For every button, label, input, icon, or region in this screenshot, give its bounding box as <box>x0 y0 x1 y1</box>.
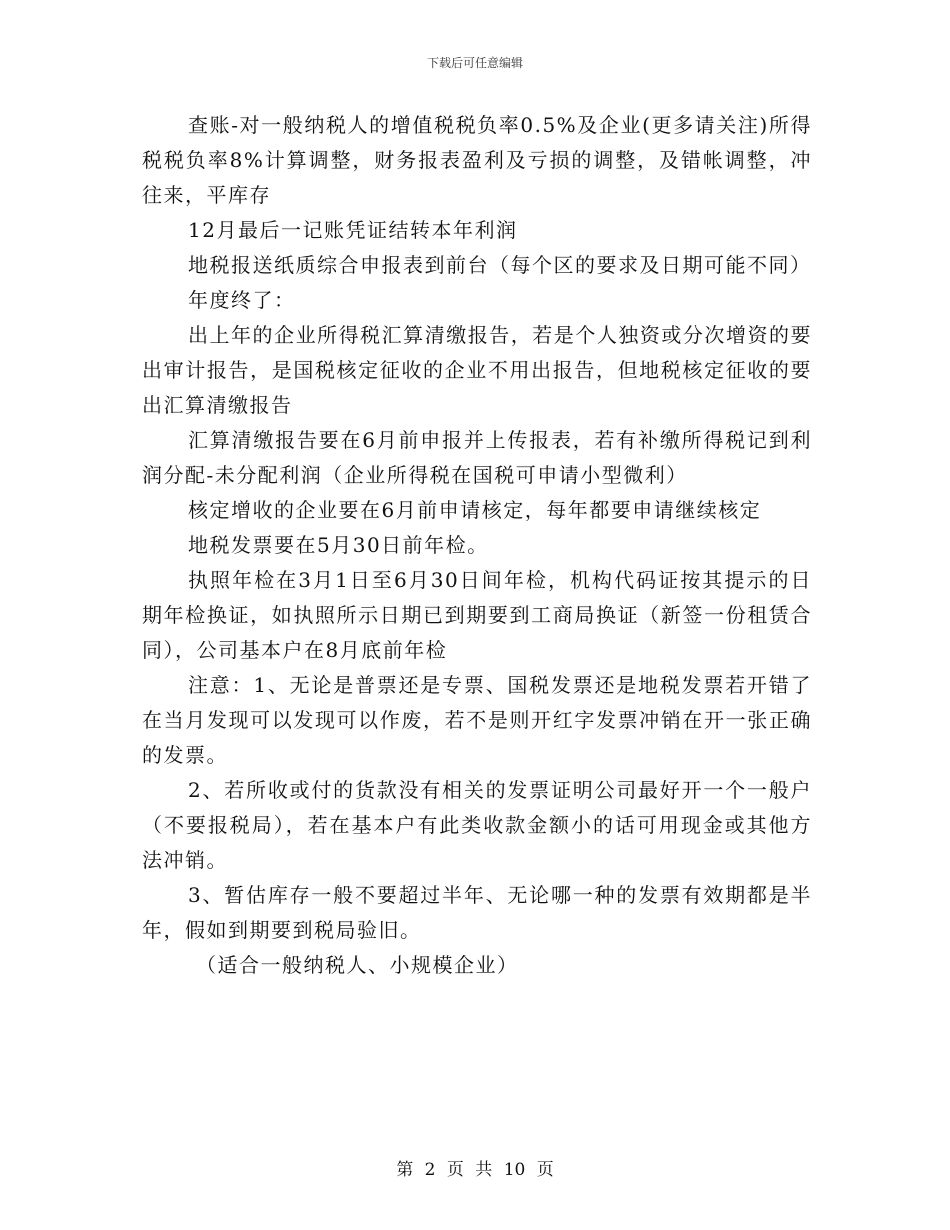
paragraph-invoice-inspection: 地税发票要在5月30日前年检。 <box>188 533 489 557</box>
paragraph-license-inspection: 执照年检在3月1日至6月30日间年检，机构代码证按其提示的日期年检换证，如执照所示日期已到期要到工商局换证（新签一份租赁合同），公司基本户在8月底前年检 <box>142 568 812 662</box>
paragraph-verification: 核定增收的企业要在6月前申请核定，每年都要申请继续核定 <box>188 498 762 522</box>
paragraph-december-profit: 12月最后一记账凭证结转本年利润 <box>188 218 518 242</box>
page-number: 第 2 页 共 10 页 <box>396 1160 554 1180</box>
paragraph-note-1: 注意：1、无论是普票还是专票、国税发票还是地税发票若开错了在当月发现可以发现可以作废，若不是则开红字发票冲销在开一张正确的发票。 <box>142 673 812 767</box>
paragraph-note-2: 2、若所收或付的货款没有相关的发票证明公司最好开一个一般户（不要报税局），若在基本户有此类收款金额小的话可用现金或其他方法冲销。 <box>142 778 812 872</box>
paragraph-settlement-deadline: 汇算清缴报告要在6月前申报并上传报表，若有补缴所得税记到利润分配-未分配利润（企业所得税在国税可申请小型微利） <box>142 428 812 487</box>
document-body <box>142 108 812 983</box>
paragraph-audit-adjust: 查账-对一般纳税人的增值税税负率0.5%及企业(更多请关注)所得税税负率8%计算调整，财务报表盈利及亏损的调整，及错帐调整，冲往来，平库存 <box>142 113 812 207</box>
paragraph-applicability: （适合一般纳税人、小规模企业） <box>196 953 519 977</box>
header-note: 下载后可任意编辑 <box>426 56 523 70</box>
paragraph-local-tax-report: 地税报送纸质综合申报表到前台（每个区的要求及日期可能不同） <box>188 253 812 277</box>
paragraph-note-3: 3、暂估库存一般不要超过半年、无论哪一种的发票有效期都是半年，假如到期要到税局验旧。 <box>142 883 812 942</box>
paragraph-year-end-heading: 年度终了： <box>188 288 296 312</box>
paragraph-settlement-report: 出上年的企业所得税汇算清缴报告，若是个人独资或分次增资的要出审计报告，是国税核定征收的企业不用出报告，但地税核定征收的要出汇算清缴报告 <box>142 323 812 417</box>
